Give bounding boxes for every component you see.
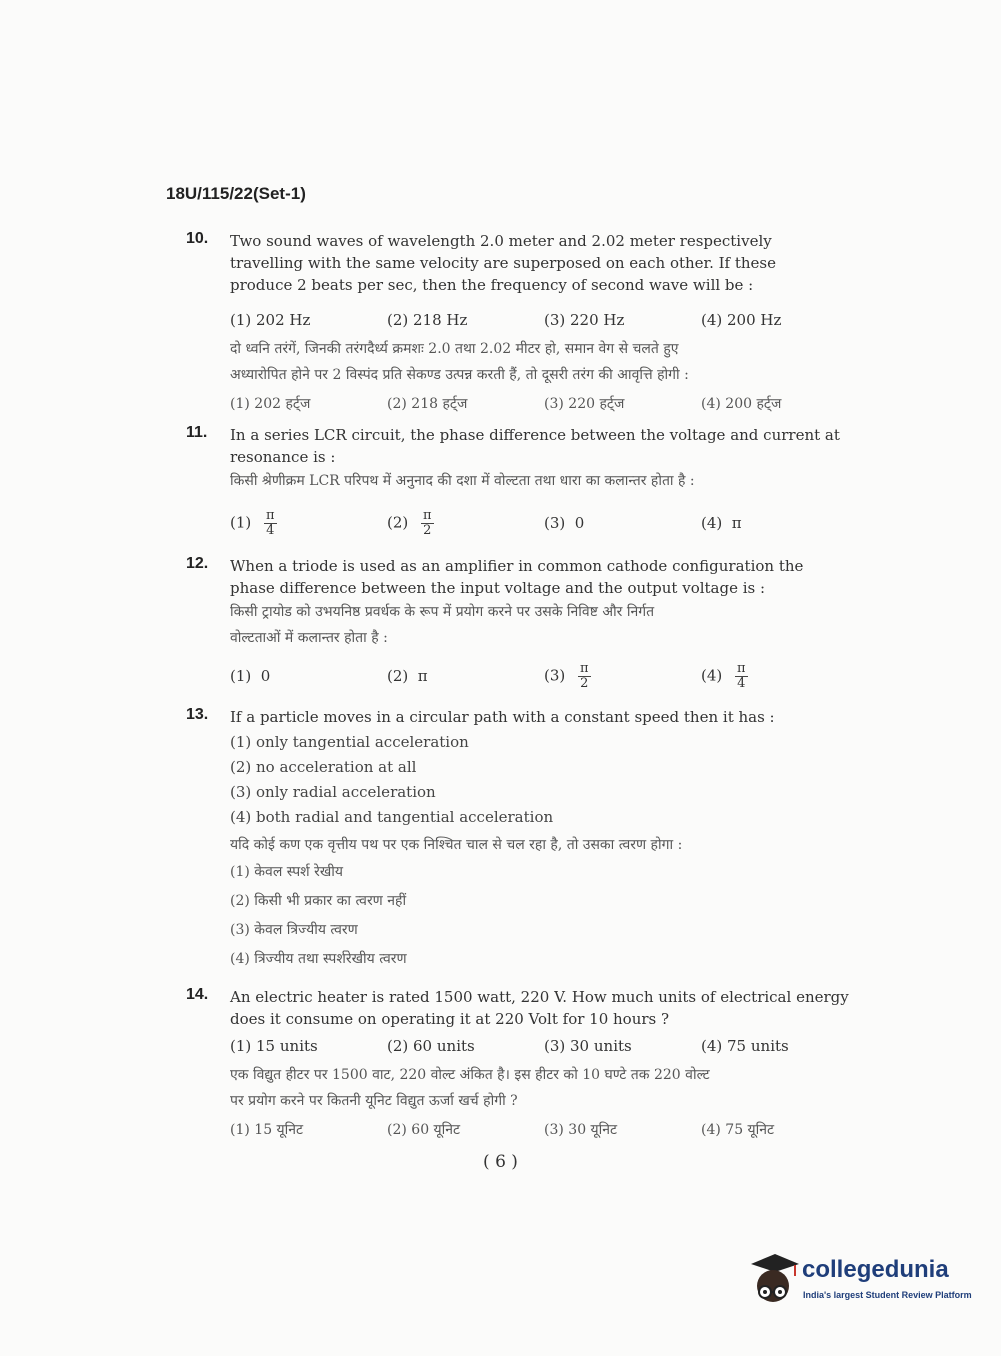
option-4-hi: (4) त्रिज्यीय तथा स्पर्शरेखीय त्वरण	[230, 951, 407, 967]
denominator: 2	[423, 522, 432, 538]
option-4-hi: (4) 75 यूनिट	[701, 1122, 775, 1138]
option-label: (1)	[230, 667, 252, 685]
option-1-hi: (1) 15 यूनिट	[230, 1122, 304, 1138]
option-value: π	[731, 514, 742, 532]
option-3: (3) only radial acceleration	[230, 783, 436, 801]
question-text-en: does it consume on operating it at 220 Volt for 10 hours ?	[230, 1010, 670, 1028]
question-11	[186, 424, 858, 546]
option-3: (3) 220 Hz	[544, 311, 625, 329]
question-number: 10.	[186, 230, 209, 247]
fraction	[578, 662, 591, 691]
option-label: (4)	[701, 666, 723, 684]
question-text-hi: अध्यारोपित होने पर 2 विस्पंद प्रति सेकण्ड उत्पन्न करती हैं, तो दूसरी तरंग की आवृत्ति होगी :	[230, 367, 689, 383]
question-12	[186, 555, 858, 699]
option-1-hi: (1) 202 हर्ट्ज	[230, 396, 311, 412]
option-1	[230, 509, 387, 538]
brand-tagline: India's largest Student Review Platform	[803, 1290, 972, 1300]
question-text-hi: एक विद्युत हीटर पर 1500 वाट, 220 वोल्ट अंकित है। इस हीटर को 10 घण्टे तक 220 वोल्ट	[230, 1067, 710, 1083]
option-4	[701, 511, 858, 535]
paper-code: 18U/115/22(Set-1)	[166, 184, 306, 203]
question-text-en: In a series LCR circuit, the phase difference between the voltage and current at	[230, 426, 840, 444]
option-4	[701, 662, 858, 691]
option-1: (1) 202 Hz	[230, 311, 311, 329]
question-13	[186, 706, 858, 974]
question-text-en: An electric heater is rated 1500 watt, 220 V. How much units of electrical energy	[230, 988, 849, 1006]
option-4: (4) 200 Hz	[701, 311, 782, 329]
denominator: 2	[580, 675, 589, 691]
option-2-hi: (2) 60 यूनिट	[387, 1122, 461, 1138]
option-3-hi: (3) 220 हर्ट्ज	[544, 396, 625, 412]
question-text-en: travelling with the same velocity are superposed on each other. If these	[230, 254, 776, 272]
numerator: π	[580, 660, 589, 676]
option-2: (2) no acceleration at all	[230, 758, 417, 776]
option-2: (2) 60 units	[387, 1037, 475, 1055]
fraction	[735, 662, 748, 691]
question-text-en: If a particle moves in a circular path with a constant speed then it has :	[230, 708, 775, 726]
question-text-hi: किसी श्रेणीक्रम LCR परिपथ में अनुनाद की दशा में वोल्टता तथा धारा का कलान्तर होता है :	[230, 473, 695, 489]
question-text-hi: दो ध्वनि तरंगें, जिनकी तरंगदैर्ध्य क्रमशः 2.0 तथा 2.02 मीटर हो, समान वेग से चलते हुए	[230, 341, 679, 357]
question-text-hi: वोल्टताओं में कलान्तर होता है :	[230, 630, 388, 646]
question-text-en: resonance is :	[230, 448, 336, 466]
option-label: (2)	[387, 667, 409, 685]
denominator: 4	[737, 675, 746, 691]
option-value: 0	[260, 667, 271, 685]
option-1: (1) 15 units	[230, 1037, 318, 1055]
question-10	[186, 230, 858, 420]
question-number: 11.	[186, 424, 208, 441]
question-text-en: phase difference between the input voltage and the output voltage is :	[230, 579, 766, 597]
option-3-hi: (3) केवल त्रिज्यीय त्वरण	[230, 922, 358, 938]
option-label: (3)	[544, 666, 566, 684]
option-3: (3) 30 units	[544, 1037, 632, 1055]
option-label: (2)	[387, 513, 409, 531]
fraction	[421, 509, 434, 538]
numerator: π	[423, 507, 432, 523]
question-text-hi: यदि कोई कण एक वृत्तीय पथ पर एक निश्चित चाल से चल रहा है, तो उसका त्वरण होगा :	[230, 837, 683, 853]
question-14	[186, 986, 858, 1146]
option-4: (4) 75 units	[701, 1037, 789, 1055]
option-2	[387, 664, 544, 688]
question-text-en: produce 2 beats per sec, then the frequency of second wave will be :	[230, 276, 754, 294]
option-4: (4) both radial and tangential acceleration	[230, 808, 554, 826]
option-1-hi: (1) केवल स्पर्श रेखीय	[230, 864, 344, 880]
question-text-en: When a triode is used as an amplifier in common cathode configuration the	[230, 557, 804, 575]
question-text-en: Two sound waves of wavelength 2.0 meter and 2.02 meter respectively	[230, 232, 772, 250]
option-label: (4)	[701, 514, 723, 532]
denominator: 4	[266, 522, 275, 538]
option-2-hi: (2) किसी भी प्रकार का त्वरण नहीं	[230, 893, 407, 909]
option-3	[544, 662, 701, 691]
option-label: (1)	[230, 513, 252, 531]
question-number: 13.	[186, 706, 209, 723]
option-2-hi: (2) 218 हर्ट्ज	[387, 396, 468, 412]
mascot-logo-icon	[745, 1250, 801, 1310]
option-value: 0	[574, 514, 585, 532]
question-text-hi: पर प्रयोग करने पर कितनी यूनिट विद्युत ऊर्जा खर्च होगी ?	[230, 1093, 518, 1109]
question-text-hi: किसी ट्रायोड को उभयनिष्ठ प्रवर्धक के रूप में प्रयोग करने पर उसके निविष्ट और निर्गत	[230, 604, 655, 620]
option-4-hi: (4) 200 हर्ट्ज	[701, 396, 782, 412]
brand-name: collegedunia	[802, 1256, 949, 1283]
question-number: 14.	[186, 986, 209, 1003]
option-2: (2) 218 Hz	[387, 311, 468, 329]
option-3	[544, 511, 701, 535]
brand-watermark	[745, 1250, 975, 1310]
option-1: (1) only tangential acceleration	[230, 733, 469, 751]
option-3-hi: (3) 30 यूनिट	[544, 1122, 618, 1138]
fraction	[264, 509, 277, 538]
option-label: (3)	[544, 514, 566, 532]
option-2	[387, 509, 544, 538]
option-value: π	[417, 667, 428, 685]
numerator: π	[737, 660, 746, 676]
option-1	[230, 664, 387, 688]
question-number: 12.	[186, 555, 209, 572]
page-number: ( 6 )	[483, 1152, 518, 1172]
numerator: π	[266, 507, 275, 523]
